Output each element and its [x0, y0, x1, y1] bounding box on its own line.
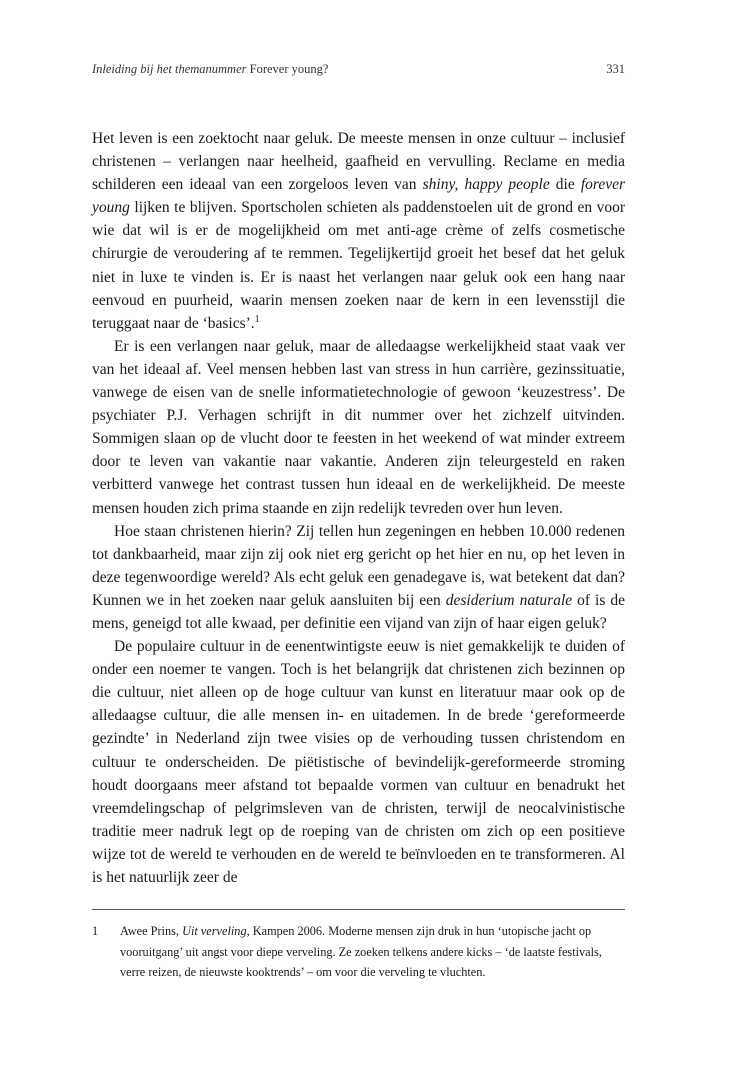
footnote-divider	[92, 909, 625, 910]
paragraph-2: Er is een verlangen naar geluk, maar de alledaagse werkelijkheid staat vaak ver van het ideaal af. Veel mensen hebben last van stress in hun carrière, gezinssituatie, vanwege de eisen van de snelle informatietechnologie of gewoon ‘keuzestress’. De psychiater P.J. Verhagen schrijft in dit nummer over het zichzelf uitvinden. Sommigen slaan op de vlucht door te feesten in het weekend of wat minder extreem door te leven van vakantie naar vakantie. Anderen zijn teleurgesteld en raken verbitterd vanwege het contrast tussen hun ideaal en de werkelijkheid. De meeste mensen houden zich prima staande en zijn redelijk tevreden over hun leven.	[92, 337, 625, 517]
page-number: 331	[606, 62, 625, 76]
footnote-italic: Uit verveling	[182, 924, 247, 938]
footnote-number: 1	[92, 924, 99, 938]
footnote-text-b: , Kampen 2006. Moderne mensen zijn druk in hun ‘utopische jacht op vooruitgang’ uit angst voor diepe verveling. Ze zoeken telkens andere kicks – ‘de laatste festivals, verre reizen, de nieuwste kooktrends’ – om voor die verveling te vluchten.	[120, 924, 602, 979]
footnote-reference[interactable]: 1	[254, 313, 260, 325]
footnote	[92, 921, 625, 983]
paragraph-3	[92, 520, 625, 635]
paragraph-3-text-a: Hoe staan christenen hierin? Zij tellen hun zegeningen en hebben 10.000 redenen tot dankbaarheid, maar zijn zij ook niet erg gericht op het hier en nu, op het leven in deze tegenwoordige wereld? Als echt geluk een genadegave is, wat betekent dat dan? Kunnen we in het zoeken naar geluk aansluiten bij een	[92, 522, 625, 609]
body-text	[92, 127, 625, 889]
footnote-text-a: Awee Prins,	[120, 924, 183, 938]
paragraph-1-italic-b: forever young	[92, 176, 625, 217]
footnote-text	[120, 921, 625, 983]
paragraph-1-text-b: die	[549, 176, 581, 194]
running-title	[92, 62, 328, 77]
paragraph-3-italic: desiderium naturale	[445, 591, 573, 609]
paragraph-1-text-a: Het leven is een zoektocht naar geluk. De meeste mensen in onze cultuur – inclusief christenen – verlangen naar heelheid, gaafheid en vervulling. Reclame en media schilderen een ideaal van een zorgeloos leven van	[92, 130, 625, 194]
paragraph-1-italic-a: shiny, happy people	[422, 176, 550, 194]
running-title-plain: Forever young?	[246, 62, 329, 76]
paragraph-4: De populaire cultuur in de eenentwintigste eeuw is niet gemakkelijk te duiden of onder een noemer te vangen. Toch is het belangrijk dat christenen zich bezinnen op die cultuur, niet alleen op de hoge cultuur van kunst en literatuur maar ook op de alledaagse cultuur, die alle mensen in- en uitademen. In de brede ‘gereformeerde gezindte’ in Nederland zijn twee visies op de verhouding tussen christendom en cultuur te onderscheiden. De piëtistische of bevindelijk-gereformeerde stroming houdt doorgaans meer afstand tot bepaalde vormen van cultuur en benadrukt het vreemdelingschap of pelgrimsleven van de christen, terwijl de neocalvinistische traditie meer nadruk legt op de roeping van de christen om zich op een positieve wijze tot de wereld te verhouden en de wereld te beïnvloeden en te transformeren. Al is het natuurlijk zeer de	[92, 638, 625, 886]
running-title-italic: Inleiding bij het themanummer	[92, 62, 247, 76]
paragraph-3-text-b: of is de mens, geneigd tot alle kwaad, per definitie een vijand van zijn of haar eigen geluk?	[92, 591, 626, 632]
paragraph-1-text-c: lijken te blijven. Sportscholen schieten als paddenstoelen uit de grond en voor wie dat wil is er de mogelijkheid om met anti-age crème of zelfs cosmetische chirurgie de veroudering af te remmen. Tegelijkertijd groeit het besef dat het geluk niet in luxe te vinden is. Er is naast het verlangen naar geluk ook een hang naar eenvoud en puurheid, waarin mensen zoeken naar de kern in een levensstijl die teruggaat naar de ‘basics’.	[92, 199, 625, 332]
paragraph-1	[92, 127, 625, 335]
